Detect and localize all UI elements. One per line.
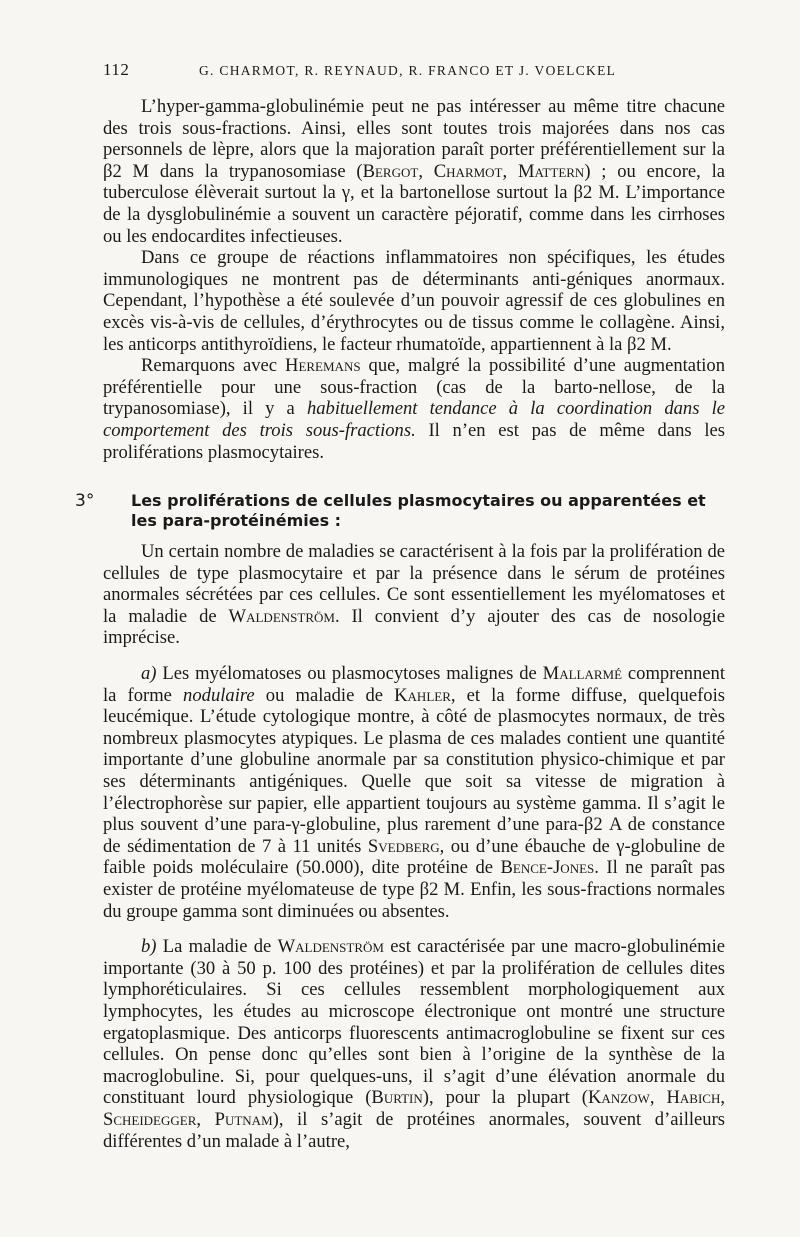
body-text — [75, 96, 726, 1152]
author-name: Bergot — [362, 160, 419, 182]
paragraph-heremans: Remarquons avec Heremans que, malgré la possibilité d’une augmentation préférentielle pour une sous-fraction (cas de la barto-nellose, de la trypanosomiase), il y a habituellement tendance à la coordination dans le comportement des trois sous-fractions. Il n’en est pas de même dans les proliférations plasmocytaires. — [103, 355, 725, 463]
paragraph-plasmocytic-intro: Un certain nombre de maladies se caractérisent à la fois par la prolifération de cellules de type plasmocytaire et par la présence dans le sérum de protéines anormales sécrétées par ces cellules. Ce sont essentiellement les myélomatoses et la maladie de Waldenström. Il convient d’y ajouter des cas de nosologie imprécise. — [103, 541, 726, 649]
list-label: b) — [141, 936, 157, 958]
author-name: Scheidegger — [103, 1108, 197, 1130]
author-name: Kanzow — [588, 1087, 650, 1109]
author-name: Putnam — [214, 1108, 273, 1130]
page-number: 112 — [103, 60, 130, 79]
author-name: Kahler — [394, 684, 451, 706]
paragraph-inflammatory-reactions: Dans ce groupe de réactions inflammatoires non spécifiques, les études immunologiques ne montrent pas de déterminants anti-géniques anormaux. Cependant, l’hypothèse a été soulevée d’un pouvoir agressif de ces globulines en excès vis-à-vis de cellules, d’érythrocytes ou de tissus comme le collagène. Ainsi, les anticorps antithyroïdiens, le facteur rhumatoïde, appartiennent à la β2 M. — [103, 247, 725, 355]
author-name: Svedberg — [367, 835, 440, 857]
paragraph-waldenstrom: b) La maladie de Waldenström est caractérisée par une macro-globulinémie importante (30 à 50 p. 100 des protéines) et par la prolifération de cellules dites lymphoréticulaires. Si ces cellules ressemblent morphologiquement aux lymphocytes, les études au microscope électronique ont montré une structure ergatoplasmique. Des anticorps fluorescents antimacroglobuline se fixent sur ces cellules. On pense donc qu’elles sont bien à l’origine de la synthèse de la macroglobuline. Si, pour quelques-uns, il s’agit d’une élévation anormale du constituant lourd physiologique (Burtin), pour la plupart (Kanzow, Habich, Scheidegger, Putnam), il s’agit de protéines anormales, souvent d’ailleurs différentes d’un malade à l’autre, — [103, 936, 726, 1152]
paragraph-hypergammaglobulinemia: L’hyper-gamma-globulinémie peut ne pas intéresser au même titre chacune des trois sous-fractions. Ainsi, elles sont toutes trois majorées dans nos cas personnels de lèpre, alors que la majoration paraît porter préférentiellement sur la β2 M dans la trypanosomiase (Bergot, Charmot, Mattern) ; ou encore, la tuberculose élèverait surtout la γ, et la bartonellose surtout la β2 M. L’importance de la dysglobulinémie a souvent un caractère péjoratif, comme dans les cirrhoses ou les endocardites infectieuses. — [103, 96, 726, 247]
author-name: Habich — [666, 1087, 721, 1109]
author-name: Mallarmé — [542, 663, 623, 685]
author-name: Mattern — [517, 160, 585, 182]
section-heading — [75, 491, 725, 531]
author-name: Waldenström — [277, 936, 384, 958]
list-label: a) — [141, 663, 157, 685]
author-name: Burtin — [371, 1087, 423, 1109]
section-number: 3° — [75, 491, 95, 512]
emphasis-text: habituellement tendance à la coordination dans le comportement des trois sous-fractions. — [103, 398, 725, 441]
author-name: Bence-Jones — [500, 857, 595, 879]
paragraph-myelomatoses: a) Les myélomatoses ou plasmocytoses malignes de Mallarmé comprennent la forme nodulaire ou maladie de Kahler, et la forme diffuse, quelquefois leucémique. L’étude cytologique montre, à côté de plasmocytes normaux, de très nombreux plasmocytes atypiques. Le plasma de ces malades contient une quantité importante d’une globuline anormale par sa constitution physico-chimique et par ses déterminants antigéniques. Quelle que soit sa vitesse de migration à l’électrophorèse sur papier, elle appartient toujours au système gamma. Il s’agit le plus souvent d’une para-γ-globuline, plus rarement d’une para-β2 A de constance de sédimentation de 7 à 11 unités Svedberg, ou d’une ébauche de γ-globuline de faible poids moléculaire (50.000), dite protéine de Bence-Jones. Il ne paraît pas exister de protéine myélomateuse de type β2 M. Enfin, les sous-fractions normales du groupe gamma sont diminuées ou absentes. — [103, 663, 725, 922]
author-name: Charmot — [433, 160, 503, 182]
author-name: Heremans — [285, 355, 361, 377]
emphasis-text: nodulaire — [183, 684, 255, 706]
running-header-authors: G. CHARMOT, R. REYNAUD, R. FRANCO ET J. VOELCKEL — [199, 63, 617, 78]
section-title: Les proliférations de cellules plasmocytaires ou apparentées et les para-protéinémies : — [131, 491, 706, 531]
author-name: Waldenström — [228, 605, 335, 627]
